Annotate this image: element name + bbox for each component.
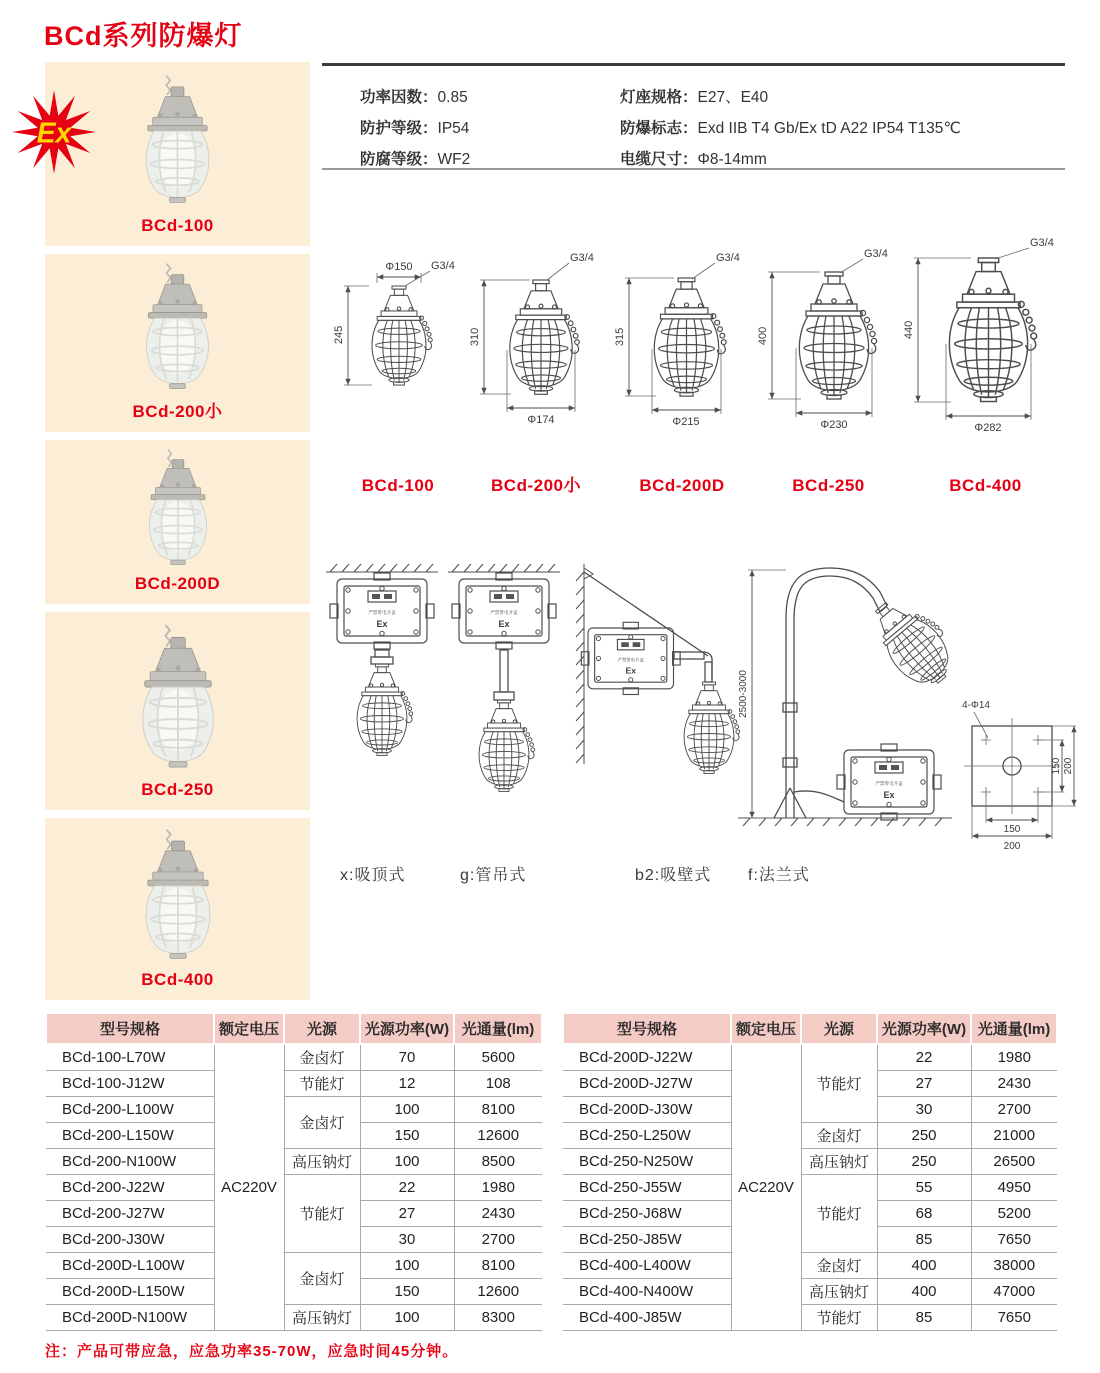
dim-hole-pitch-h: 150 [1003, 824, 1021, 835]
product-label: BCd-100 [141, 216, 214, 235]
spec-table-left [45, 1012, 543, 1331]
model-cell: BCd-250-N250W [563, 1148, 731, 1174]
table-row [46, 1174, 542, 1200]
spec-row [360, 113, 470, 144]
light-source-cell: 高压钠灯 [284, 1148, 360, 1174]
flux-cell: 5600 [454, 1044, 542, 1070]
product-photo [133, 448, 223, 566]
model-cell: BCd-200-J27W [46, 1200, 214, 1226]
spec-row [620, 82, 961, 113]
model-cell: BCd-250-J68W [563, 1200, 731, 1226]
column-header-source: 光源 [801, 1013, 877, 1044]
installation-drawing [572, 558, 747, 858]
installation-figure-flange-pole [732, 558, 1084, 863]
column-header-flux: 光通量(lm) [454, 1013, 542, 1044]
power-cell: 22 [360, 1174, 454, 1200]
flux-cell: 108 [454, 1070, 542, 1096]
spec-value: Φ8-14mm [697, 151, 767, 168]
power-cell: 100 [360, 1252, 454, 1278]
spec-label: 防爆标志： [620, 120, 698, 137]
model-cell: BCd-200-N100W [46, 1148, 214, 1174]
column-header-voltage: 额定电压 [731, 1013, 801, 1044]
spec-column-left [360, 82, 470, 175]
flux-cell: 12600 [454, 1122, 542, 1148]
dim-hole-pitch-v: 150 [1051, 757, 1062, 775]
power-cell: 85 [877, 1304, 971, 1330]
dim-height: 245 [333, 325, 345, 345]
power-cell: 250 [877, 1148, 971, 1174]
model-cell: BCd-100-L70W [46, 1044, 214, 1070]
installation-drawing [444, 562, 564, 862]
model-cell: BCd-200D-L100W [46, 1252, 214, 1278]
spec-column-right [620, 82, 961, 175]
spec-label: 功率因数： [360, 89, 438, 106]
light-source-cell: 节能灯 [284, 1174, 360, 1252]
power-cell: 400 [877, 1278, 971, 1304]
dim-bottom-diameter: Φ174 [527, 414, 555, 426]
dim-bottom-diameter: Φ282 [974, 422, 1002, 434]
power-cell: 12 [360, 1070, 454, 1096]
installation-label-ceiling: x:吸顶式 [340, 867, 406, 884]
light-source-cell: 金卤灯 [284, 1252, 360, 1304]
power-cell: 100 [360, 1148, 454, 1174]
spec-row [360, 144, 470, 175]
power-cell: 400 [877, 1252, 971, 1278]
table-header-row [563, 1013, 1057, 1044]
model-cell: BCd-200D-N100W [46, 1304, 214, 1330]
flux-cell: 38000 [971, 1252, 1057, 1278]
product-photo [129, 262, 226, 390]
table-row [563, 1278, 1057, 1304]
flux-cell: 8300 [454, 1304, 542, 1330]
power-cell: 150 [360, 1278, 454, 1304]
model-cell: BCd-200-L100W [46, 1096, 214, 1122]
spec-value: E27、E40 [697, 89, 769, 106]
column-header-voltage: 额定电压 [214, 1013, 284, 1044]
technical-drawing [898, 236, 1073, 468]
table-row [563, 1304, 1057, 1330]
model-cell: BCd-200D-J22W [563, 1044, 731, 1070]
model-cell: BCd-200-J22W [46, 1174, 214, 1200]
power-cell: 100 [360, 1304, 454, 1330]
column-header-model: 型号规格 [563, 1013, 731, 1044]
model-cell: BCd-250-J85W [563, 1226, 731, 1252]
flux-cell: 2700 [454, 1226, 542, 1252]
table-row [46, 1252, 542, 1278]
flux-cell: 1980 [971, 1044, 1057, 1070]
dimension-drawing-bcd-200s [466, 250, 606, 496]
column-header-source: 光源 [284, 1013, 360, 1044]
flux-cell: 4950 [971, 1174, 1057, 1200]
table-row [46, 1096, 542, 1122]
dim-plate-size-v: 200 [1063, 757, 1074, 775]
spec-value: 0.85 [437, 89, 468, 106]
power-cell: 70 [360, 1044, 454, 1070]
product-card-bcd-400 [45, 818, 310, 1000]
table-row [46, 1070, 542, 1096]
spec-row [620, 113, 961, 144]
model-cell: BCd-250-J55W [563, 1174, 731, 1200]
ex-badge [8, 88, 100, 176]
model-cell: BCd-200D-J27W [563, 1070, 731, 1096]
dimension-drawing-bcd-100 [328, 258, 468, 496]
installation-label-wall-mount: b2:吸壁式 [635, 867, 712, 884]
product-label: BCd-200D [134, 574, 221, 593]
table-row [563, 1044, 1057, 1070]
model-cell: BCd-400-J85W [563, 1304, 731, 1330]
dimension-drawing-bcd-400 [898, 236, 1073, 496]
table-row [563, 1252, 1057, 1278]
model-cell: BCd-200-J30W [46, 1226, 214, 1252]
product-card-bcd-200d [45, 440, 310, 604]
flux-cell: 2430 [971, 1070, 1057, 1096]
light-source-cell: 节能灯 [284, 1070, 360, 1096]
light-source-cell: 金卤灯 [801, 1122, 877, 1148]
power-cell: 68 [877, 1200, 971, 1226]
power-cell: 85 [877, 1226, 971, 1252]
drawing-label: BCd-400 [949, 476, 1022, 495]
product-label: BCd-400 [141, 970, 214, 989]
dim-thread: G3/4 [864, 248, 888, 260]
dimension-drawing-bcd-200d [612, 250, 752, 496]
flux-cell: 2430 [454, 1200, 542, 1226]
spec-value: IP54 [437, 120, 470, 137]
flux-cell: 47000 [971, 1278, 1057, 1304]
ex-badge-label: Ex [36, 116, 72, 149]
drawing-label: BCd-250 [792, 476, 865, 495]
dim-bottom-diameter: Φ230 [820, 419, 848, 431]
table-row [563, 1122, 1057, 1148]
table-row [46, 1148, 542, 1174]
flux-cell: 2700 [971, 1096, 1057, 1122]
technical-drawing [756, 246, 901, 466]
model-cell: BCd-400-L400W [563, 1252, 731, 1278]
light-source-cell: 节能灯 [801, 1044, 877, 1122]
dim-bolt-holes: 4-Φ14 [962, 700, 990, 711]
product-label: BCd-250 [141, 780, 214, 799]
spec-label: 防腐等级： [360, 151, 438, 168]
drawing-label: BCd-200小 [491, 476, 581, 495]
dim-bottom-diameter: Φ215 [672, 416, 700, 428]
flux-cell: 8500 [454, 1148, 542, 1174]
dimension-drawing-bcd-250 [756, 246, 901, 496]
installation-figure-ceiling [322, 562, 442, 867]
voltage-cell: AC220V [214, 1044, 284, 1330]
column-header-power: 光源功率(W) [877, 1013, 971, 1044]
flux-cell: 1980 [454, 1174, 542, 1200]
table-row [563, 1148, 1057, 1174]
dim-plate-size-h: 200 [1003, 841, 1021, 852]
table-row [46, 1044, 542, 1070]
product-photo [124, 623, 232, 769]
page-title: BCd系列防爆灯 [44, 21, 243, 51]
footnote: 注：产品可带应急，应急功率35-70W，应急时间45分钟。 [45, 1343, 459, 1360]
flux-cell: 8100 [454, 1096, 542, 1122]
spec-label: 灯座规格： [620, 89, 698, 106]
table-header-row [46, 1013, 542, 1044]
light-source-cell: 高压钠灯 [801, 1148, 877, 1174]
installation-drawing [322, 562, 442, 862]
product-photo [128, 828, 228, 960]
dim-thread: G3/4 [1030, 237, 1054, 249]
table-row [46, 1304, 542, 1330]
power-cell: 150 [360, 1122, 454, 1148]
product-card-bcd-250 [45, 612, 310, 810]
dim-height: 310 [469, 327, 481, 347]
flux-cell: 21000 [971, 1122, 1057, 1148]
light-source-cell: 高压钠灯 [801, 1278, 877, 1304]
installation-label-flange: f:法兰式 [748, 867, 810, 884]
spec-table-right [562, 1012, 1058, 1331]
drawing-label: BCd-200D [639, 476, 725, 495]
installation-figure-wall-mount [572, 558, 747, 863]
dim-height: 440 [903, 320, 915, 340]
specs-panel [322, 63, 1065, 170]
installation-figure-pipe-pendant [444, 562, 564, 867]
dim-thread: G3/4 [431, 260, 455, 272]
power-cell: 27 [360, 1200, 454, 1226]
power-cell: 27 [877, 1070, 971, 1096]
dim-height: 315 [614, 327, 626, 347]
dim-thread: G3/4 [716, 252, 740, 264]
light-source-cell: 节能灯 [801, 1174, 877, 1252]
power-cell: 30 [877, 1096, 971, 1122]
light-source-cell: 金卤灯 [284, 1044, 360, 1070]
dim-height: 400 [757, 326, 769, 346]
flux-cell: 7650 [971, 1226, 1057, 1252]
technical-drawing [466, 250, 606, 465]
spec-row [620, 144, 961, 175]
dim-pole-height: 2500-3000 [738, 670, 749, 718]
table-row [563, 1174, 1057, 1200]
light-source-cell: 高压钠灯 [284, 1304, 360, 1330]
dim-head-diameter: Φ150 [385, 261, 413, 273]
power-cell: 22 [877, 1044, 971, 1070]
product-card-bcd-200s [45, 254, 310, 432]
product-label: BCd-200小 [132, 402, 223, 421]
model-cell: BCd-200-L150W [46, 1122, 214, 1148]
flux-cell: 8100 [454, 1252, 542, 1278]
installation-label-pipe-pendant: g:管吊式 [460, 867, 527, 884]
model-cell: BCd-100-J12W [46, 1070, 214, 1096]
column-header-flux: 光通量(lm) [971, 1013, 1057, 1044]
model-cell: BCd-200D-L150W [46, 1278, 214, 1304]
technical-drawing [612, 250, 752, 465]
flux-cell: 26500 [971, 1148, 1057, 1174]
installation-drawing [732, 558, 1084, 858]
column-header-model: 型号规格 [46, 1013, 214, 1044]
model-cell: BCd-400-N400W [563, 1278, 731, 1304]
technical-drawing [328, 258, 468, 458]
flux-cell: 12600 [454, 1278, 542, 1304]
model-cell: BCd-250-L250W [563, 1122, 731, 1148]
column-header-power: 光源功率(W) [360, 1013, 454, 1044]
spec-value: Exd IIB T4 Gb/Ex tD A22 IP54 T135℃ [697, 120, 961, 137]
voltage-cell: AC220V [731, 1044, 801, 1330]
drawing-label: BCd-100 [361, 476, 435, 495]
light-source-cell: 金卤灯 [801, 1252, 877, 1278]
product-photo [129, 74, 226, 204]
light-source-cell: 节能灯 [801, 1304, 877, 1330]
flux-cell: 7650 [971, 1304, 1057, 1330]
model-cell: BCd-200D-J30W [563, 1096, 731, 1122]
spec-row [360, 82, 470, 113]
power-cell: 30 [360, 1226, 454, 1252]
power-cell: 250 [877, 1122, 971, 1148]
spec-value: WF2 [437, 151, 471, 168]
spec-label: 电缆尺寸： [620, 151, 698, 168]
power-cell: 55 [877, 1174, 971, 1200]
spec-label: 防护等级： [360, 120, 438, 137]
dim-thread: G3/4 [570, 252, 594, 264]
power-cell: 100 [360, 1096, 454, 1122]
light-source-cell: 金卤灯 [284, 1096, 360, 1148]
flux-cell: 5200 [971, 1200, 1057, 1226]
